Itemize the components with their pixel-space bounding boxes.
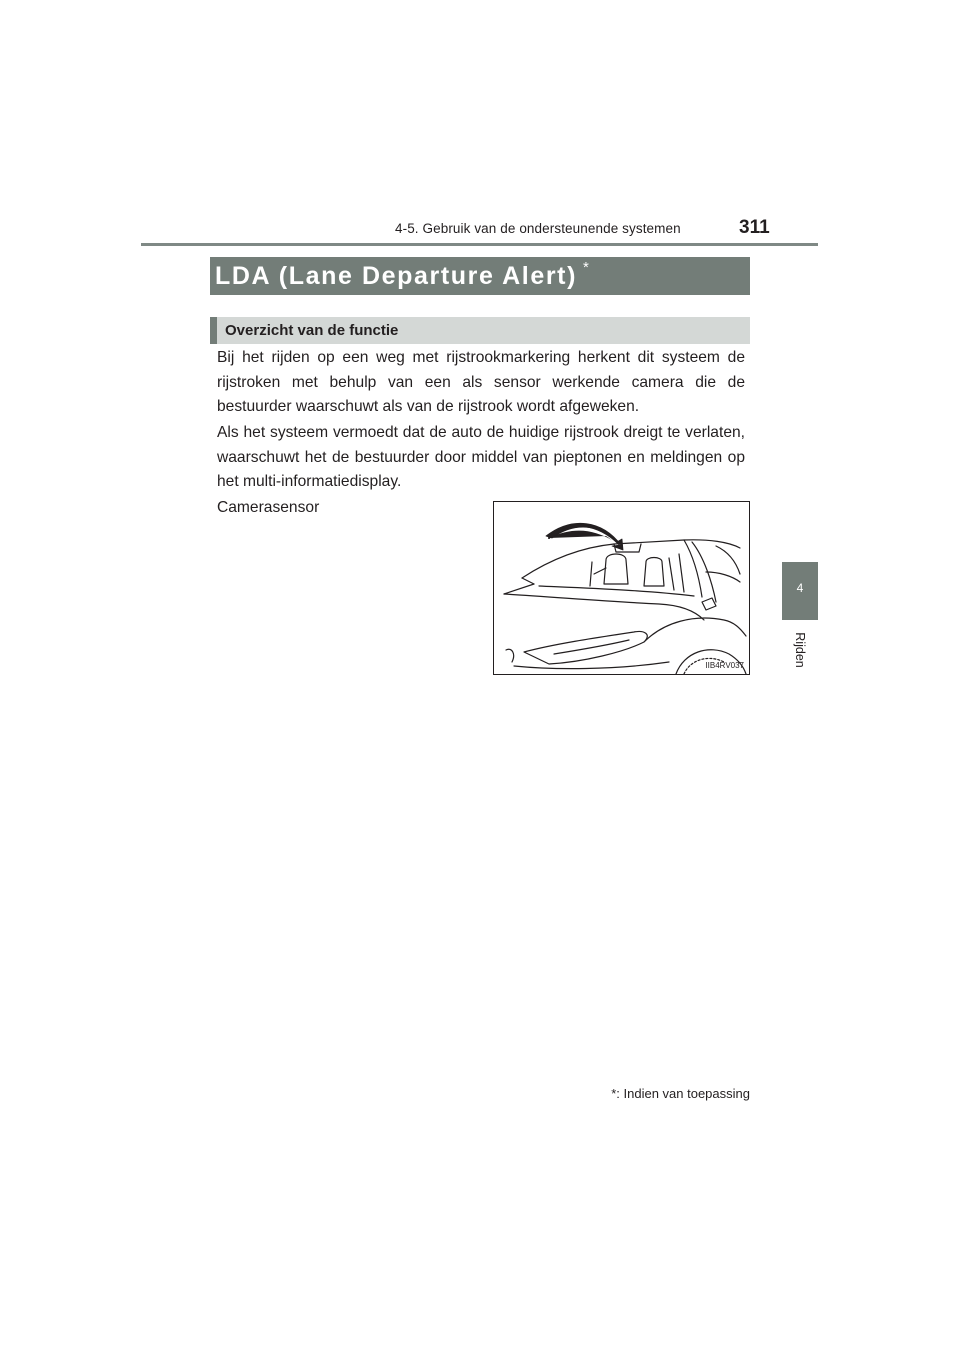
footnote — [611, 1086, 750, 1101]
car-windshield-illustration — [494, 502, 750, 675]
chapter-tab — [782, 562, 818, 620]
chapter-number: 4 — [796, 581, 804, 595]
header-divider — [141, 243, 818, 246]
camera-sensor-figure — [493, 501, 750, 675]
title-bar — [210, 257, 750, 295]
page-number: 311 — [739, 217, 770, 238]
subheading-bar — [210, 317, 750, 344]
footnote-text: : Indien van toepassing — [616, 1086, 750, 1101]
paragraph-1: Bij het rijden op een weg met rijstrookmarkering herkent dit systeem de rijstroken met behulp van een als sensor werkende camera die de bestuurder waarschuwt als van de rijstrook wordt afgeweken. — [217, 349, 745, 415]
chapter-label: Rijden — [793, 632, 807, 668]
title-marker: * — [583, 259, 589, 276]
figure-callout: Camerasensor — [217, 499, 320, 516]
footnote-marker: * — [611, 1086, 617, 1101]
chapter-label-box — [782, 628, 818, 688]
figure-code: IIB4RV037 — [705, 661, 744, 670]
paragraph-2: Als het systeem vermoedt dat de auto de huidige rijstrook dreigt te verlaten, waarschuwt het de bestuurder door middel van pieptonen en meldingen op het multi-informatiedisplay. — [217, 424, 745, 490]
subheading-accent — [210, 317, 217, 344]
subheading: Overzicht van de functie — [225, 322, 399, 339]
page-title: LDA (Lane Departure Alert) — [215, 262, 578, 290]
section-header: 4-5. Gebruik van de ondersteunende systemen — [395, 221, 681, 236]
